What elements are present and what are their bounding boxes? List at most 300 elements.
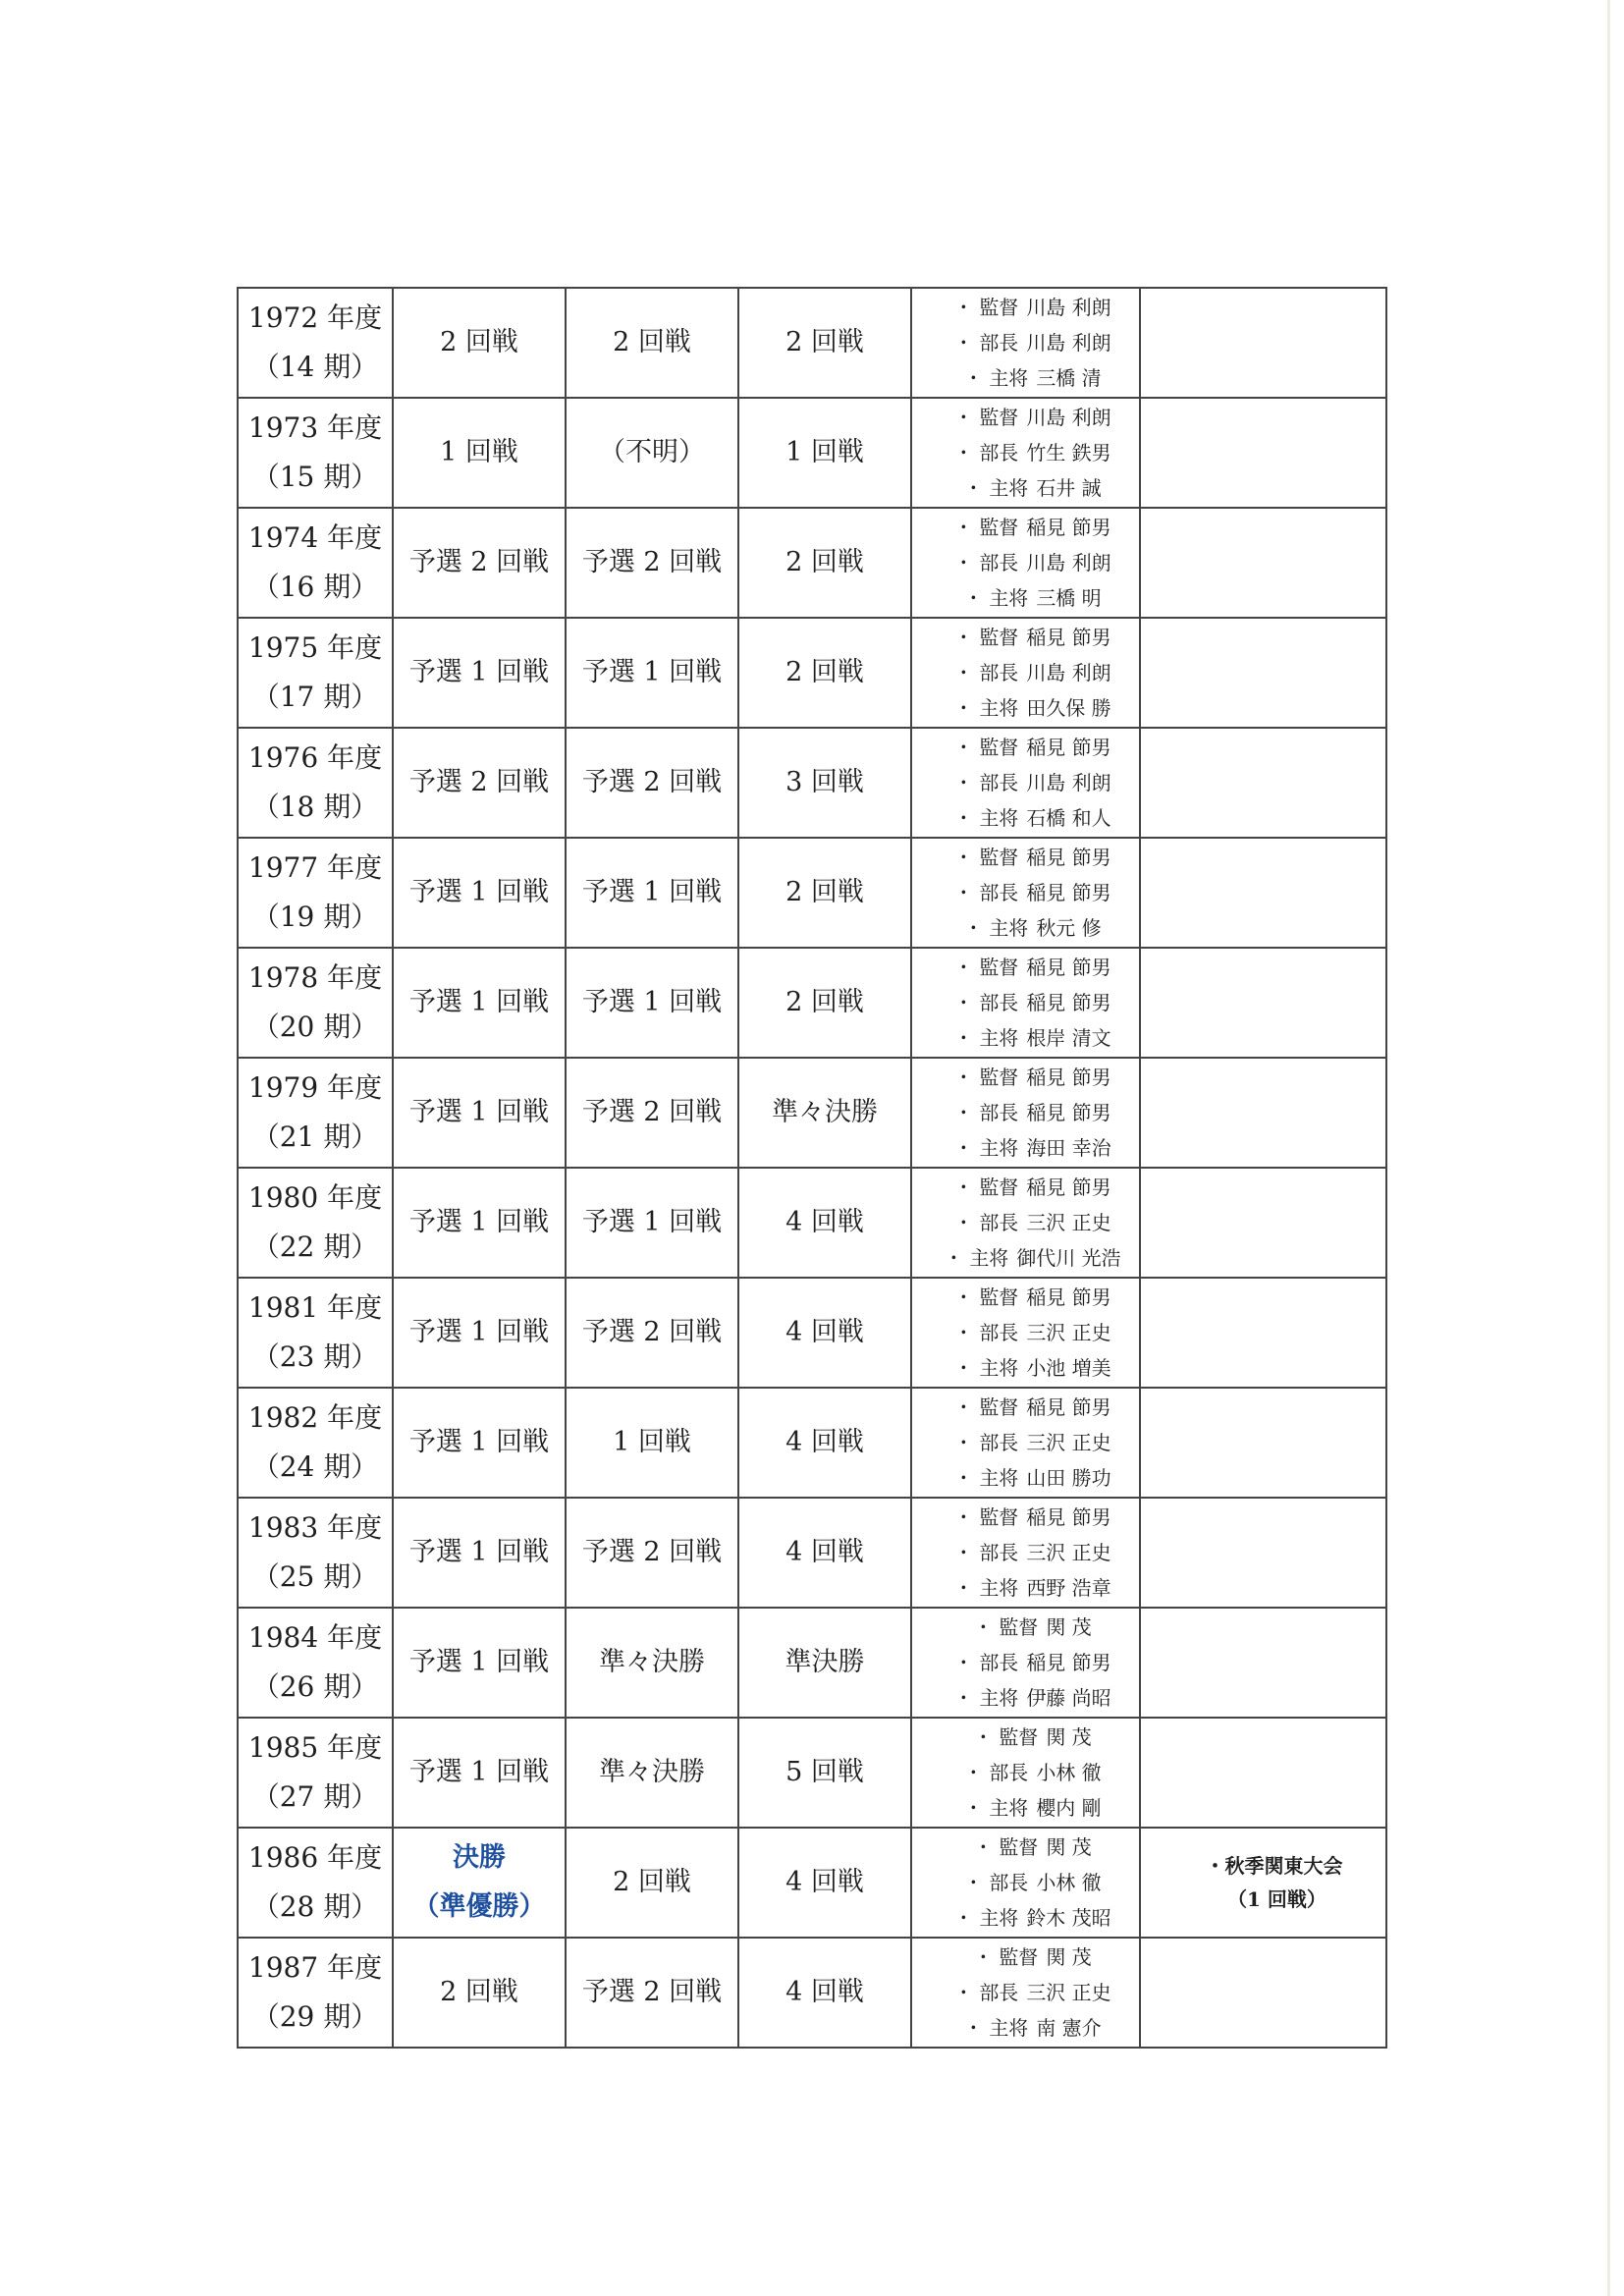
result-cell-3: 2 回戦 xyxy=(738,618,911,728)
result-cell-1 xyxy=(393,1168,566,1278)
staff-surname: 南 xyxy=(1036,2016,1056,2040)
term-number: （14 期） xyxy=(251,351,379,383)
staff-line xyxy=(926,1095,1139,1130)
result-text: 1 回戦 xyxy=(440,437,518,467)
year-cell xyxy=(238,1388,393,1498)
staff-role: 監督 xyxy=(979,1066,1019,1089)
staff-line xyxy=(926,1535,1139,1570)
staff-surname: 川島 xyxy=(1026,331,1066,355)
term-number: （18 期） xyxy=(251,791,379,823)
staff-line xyxy=(926,1790,1139,1826)
note-cell xyxy=(1140,728,1386,838)
staff-surname: 小林 xyxy=(1036,1761,1076,1784)
staff-cell xyxy=(911,1498,1140,1608)
staff-line xyxy=(926,1940,1139,1975)
fiscal-year: 1979 年度 xyxy=(247,1071,383,1104)
bullet: ・ xyxy=(963,1796,984,1820)
year-cell xyxy=(238,1718,393,1828)
staff-given-name: 光浩 xyxy=(1081,1246,1121,1270)
staff-cell xyxy=(911,728,1140,838)
staff-line xyxy=(926,1975,1139,2010)
note-text: ・秋季関東大会 xyxy=(1205,1854,1343,1878)
staff-given-name: 節男 xyxy=(1071,1101,1111,1124)
result-cell-3: 2 回戦 xyxy=(738,838,911,948)
staff-line xyxy=(926,1240,1139,1276)
result-text: 予選 2 回戦 xyxy=(408,767,550,797)
bullet: ・ xyxy=(953,1541,974,1564)
result-cell-1 xyxy=(393,618,566,728)
staff-role: 部長 xyxy=(979,441,1019,465)
bullet: ・ xyxy=(953,626,974,649)
note-cell xyxy=(1140,1938,1386,2048)
bullet: ・ xyxy=(963,586,984,610)
staff-surname: 秋元 xyxy=(1036,916,1076,940)
staff-role: 監督 xyxy=(979,516,1019,539)
term-number: （16 期） xyxy=(251,571,379,603)
staff-given-name: 利朗 xyxy=(1071,771,1111,794)
bullet: ・ xyxy=(953,1026,974,1050)
staff-surname: 櫻内 xyxy=(1036,1796,1076,1820)
result-text: 2 回戦 xyxy=(440,327,518,357)
staff-role: 監督 xyxy=(979,296,1019,319)
bullet: ・ xyxy=(953,1576,974,1600)
result-cell-1 xyxy=(393,948,566,1058)
staff-role: 主将 xyxy=(989,366,1029,390)
note-cell xyxy=(1140,288,1386,398)
season-row xyxy=(238,1498,1386,1608)
staff-given-name: 茂 xyxy=(1071,1945,1092,1969)
bullet: ・ xyxy=(953,771,974,794)
staff-cell xyxy=(911,838,1140,948)
staff-given-name: 利朗 xyxy=(1071,406,1111,429)
result-cell-3: 4 回戦 xyxy=(738,1168,911,1278)
staff-given-name: 修 xyxy=(1081,916,1102,940)
season-row xyxy=(238,838,1386,948)
staff-role: 主将 xyxy=(979,806,1019,830)
staff-surname: 稲見 xyxy=(1026,881,1066,904)
season-row xyxy=(238,728,1386,838)
bullet: ・ xyxy=(953,406,974,429)
staff-line xyxy=(926,1390,1139,1425)
staff-role: 監督 xyxy=(999,1725,1039,1749)
result-cell-3: 2 回戦 xyxy=(738,288,911,398)
staff-role: 部長 xyxy=(979,1431,1019,1454)
staff-line xyxy=(926,1280,1139,1315)
result-cell-2: 予選 2 回戦 xyxy=(566,1938,738,2048)
result-cell-3: 4 回戦 xyxy=(738,1498,911,1608)
staff-role: 主将 xyxy=(979,1686,1019,1710)
year-cell xyxy=(238,288,393,398)
staff-line xyxy=(926,510,1139,545)
staff-line xyxy=(926,1500,1139,1535)
term-number: （27 期） xyxy=(251,1780,379,1813)
staff-role: 主将 xyxy=(979,1026,1019,1050)
year-cell xyxy=(238,948,393,1058)
staff-surname: 田久保 xyxy=(1026,696,1086,720)
bullet: ・ xyxy=(953,1906,974,1930)
result-cell-3: 1 回戦 xyxy=(738,398,911,508)
staff-surname: 川島 xyxy=(1026,406,1066,429)
staff-given-name: 清文 xyxy=(1071,1026,1111,1050)
note-cell xyxy=(1140,1608,1386,1718)
staff-role: 部長 xyxy=(979,661,1019,684)
result-text: 予選 1 回戦 xyxy=(408,657,550,687)
staff-line xyxy=(926,1425,1139,1460)
staff-role: 部長 xyxy=(979,881,1019,904)
result-text: 予選 1 回戦 xyxy=(408,877,550,907)
staff-given-name: 和人 xyxy=(1071,806,1111,830)
bullet: ・ xyxy=(963,2016,984,2040)
staff-surname: 三沢 xyxy=(1026,1541,1066,1564)
staff-given-name: 誠 xyxy=(1081,476,1102,500)
staff-surname: 竹生 xyxy=(1026,441,1066,465)
term-number: （24 期） xyxy=(251,1450,379,1483)
staff-given-name: 正史 xyxy=(1071,1321,1111,1344)
result-cell-1 xyxy=(393,838,566,948)
fiscal-year: 1978 年度 xyxy=(247,961,383,994)
staff-given-name: 勝功 xyxy=(1071,1466,1111,1490)
staff-role: 監督 xyxy=(999,1835,1039,1859)
bullet: ・ xyxy=(953,1505,974,1529)
staff-role: 部長 xyxy=(979,331,1019,355)
staff-line xyxy=(926,1315,1139,1350)
fiscal-year: 1985 年度 xyxy=(247,1731,383,1764)
staff-role: 部長 xyxy=(989,1871,1029,1894)
term-number: （26 期） xyxy=(251,1670,379,1703)
staff-role: 部長 xyxy=(979,771,1019,794)
bullet: ・ xyxy=(973,1725,994,1749)
season-row xyxy=(238,398,1386,508)
staff-role: 主将 xyxy=(989,916,1029,940)
result-text: 2 回戦 xyxy=(440,1977,518,2007)
result-text: 予選 1 回戦 xyxy=(408,987,550,1017)
staff-role: 部長 xyxy=(979,1651,1019,1674)
staff-role: 部長 xyxy=(979,1101,1019,1124)
term-number: （29 期） xyxy=(251,2000,379,2033)
staff-cell xyxy=(911,1828,1140,1938)
bullet: ・ xyxy=(973,1615,994,1639)
staff-role: 監督 xyxy=(979,1175,1019,1199)
staff-line xyxy=(926,985,1139,1020)
term-number: （19 期） xyxy=(251,901,379,933)
staff-role: 監督 xyxy=(979,736,1019,759)
year-cell xyxy=(238,1168,393,1278)
bullet: ・ xyxy=(953,441,974,465)
year-cell xyxy=(238,1828,393,1938)
bullet: ・ xyxy=(953,661,974,684)
staff-role: 主将 xyxy=(989,586,1029,610)
staff-surname: 稲見 xyxy=(1026,516,1066,539)
term-number: （17 期） xyxy=(251,681,379,713)
staff-given-name: 利朗 xyxy=(1071,551,1111,574)
term-number: （23 期） xyxy=(251,1340,379,1373)
staff-role: 部長 xyxy=(979,1211,1019,1234)
result-cell-2: 予選 2 回戦 xyxy=(566,1278,738,1388)
staff-surname: 稲見 xyxy=(1026,736,1066,759)
bullet: ・ xyxy=(953,1466,974,1490)
staff-cell xyxy=(911,288,1140,398)
result-cell-2: 2 回戦 xyxy=(566,288,738,398)
note-cell xyxy=(1140,1058,1386,1168)
result-text: 予選 1 回戦 xyxy=(408,1097,550,1127)
staff-given-name: 徹 xyxy=(1081,1761,1102,1784)
note-cell xyxy=(1140,1828,1386,1938)
staff-given-name: 節男 xyxy=(1071,956,1111,979)
staff-given-name: 鉄男 xyxy=(1071,441,1111,465)
year-cell xyxy=(238,1278,393,1388)
staff-surname: 三沢 xyxy=(1026,1211,1066,1234)
staff-surname: 稲見 xyxy=(1026,626,1066,649)
staff-surname: 関 xyxy=(1046,1725,1066,1749)
result-text: 予選 1 回戦 xyxy=(408,1207,550,1237)
staff-role: 部長 xyxy=(979,1321,1019,1344)
staff-surname: 小林 xyxy=(1036,1871,1076,1894)
result-text: 予選 1 回戦 xyxy=(408,1427,550,1457)
bullet: ・ xyxy=(953,1981,974,2004)
staff-role: 部長 xyxy=(979,1981,1019,2004)
staff-given-name: 正史 xyxy=(1071,1431,1111,1454)
staff-given-name: 正史 xyxy=(1071,1211,1111,1234)
note-cell xyxy=(1140,1168,1386,1278)
fiscal-year: 1984 年度 xyxy=(247,1621,383,1654)
fiscal-year: 1987 年度 xyxy=(247,1951,383,1984)
staff-cell xyxy=(911,1608,1140,1718)
staff-surname: 海田 xyxy=(1026,1136,1066,1160)
result-text: 予選 2 回戦 xyxy=(408,547,550,577)
season-row xyxy=(238,1058,1386,1168)
staff-role: 主将 xyxy=(979,1136,1019,1160)
bullet: ・ xyxy=(953,1395,974,1419)
staff-line xyxy=(926,1830,1139,1865)
season-row xyxy=(238,1938,1386,2048)
staff-given-name: 浩章 xyxy=(1071,1576,1111,1600)
fiscal-year: 1983 年度 xyxy=(247,1511,383,1544)
staff-given-name: 増美 xyxy=(1071,1356,1111,1380)
result-cell-1 xyxy=(393,288,566,398)
bullet: ・ xyxy=(953,1321,974,1344)
staff-given-name: 正史 xyxy=(1071,1981,1111,2004)
staff-line xyxy=(926,875,1139,910)
staff-role: 部長 xyxy=(979,551,1019,574)
staff-line xyxy=(926,1900,1139,1936)
season-row xyxy=(238,1388,1386,1498)
bullet: ・ xyxy=(953,1136,974,1160)
fiscal-year: 1982 年度 xyxy=(247,1401,383,1434)
staff-surname: 稲見 xyxy=(1026,1651,1066,1674)
staff-line xyxy=(926,910,1139,946)
bullet: ・ xyxy=(953,1211,974,1234)
fiscal-year: 1976 年度 xyxy=(247,741,383,774)
staff-role: 監督 xyxy=(979,626,1019,649)
staff-surname: 稲見 xyxy=(1026,1066,1066,1089)
staff-surname: 西野 xyxy=(1026,1576,1066,1600)
staff-cell xyxy=(911,1718,1140,1828)
staff-surname: 関 xyxy=(1046,1835,1066,1859)
note-cell xyxy=(1140,1718,1386,1828)
staff-given-name: 節男 xyxy=(1071,1066,1111,1089)
staff-line xyxy=(926,690,1139,726)
term-number: （15 期） xyxy=(251,461,379,493)
staff-line xyxy=(926,435,1139,470)
staff-role: 主将 xyxy=(989,2016,1029,2040)
staff-given-name: 節男 xyxy=(1071,1505,1111,1529)
bullet: ・ xyxy=(963,366,984,390)
result-cell-3: 5 回戦 xyxy=(738,1718,911,1828)
result-cell-3: 2 回戦 xyxy=(738,948,911,1058)
note-cell xyxy=(1140,398,1386,508)
note-cell xyxy=(1140,508,1386,618)
staff-given-name: 尚昭 xyxy=(1071,1686,1111,1710)
result-cell-2: 予選 2 回戦 xyxy=(566,1058,738,1168)
fiscal-year: 1974 年度 xyxy=(247,521,383,554)
result-cell-2: 予選 1 回戦 xyxy=(566,838,738,948)
bullet: ・ xyxy=(973,1835,994,1859)
staff-line xyxy=(926,1060,1139,1095)
staff-surname: 稲見 xyxy=(1026,846,1066,869)
year-cell xyxy=(238,1058,393,1168)
staff-role: 監督 xyxy=(979,1505,1019,1529)
result-cell-3: 準々決勝 xyxy=(738,1058,911,1168)
bullet: ・ xyxy=(953,736,974,759)
staff-role: 監督 xyxy=(979,1395,1019,1419)
staff-given-name: 茂 xyxy=(1071,1835,1092,1859)
result-cell-2: 1 回戦 xyxy=(566,1388,738,1498)
note-cell xyxy=(1140,1278,1386,1388)
fiscal-year: 1977 年度 xyxy=(247,851,383,884)
result-cell-2: 予選 1 回戦 xyxy=(566,948,738,1058)
note-cell xyxy=(1140,618,1386,728)
staff-given-name: 清 xyxy=(1081,366,1102,390)
season-record-table xyxy=(237,287,1387,2049)
result-cell-3: 4 回戦 xyxy=(738,1828,911,1938)
staff-surname: 三橋 xyxy=(1036,586,1076,610)
staff-given-name: 節男 xyxy=(1071,736,1111,759)
result-cell-1 xyxy=(393,1718,566,1828)
season-row xyxy=(238,508,1386,618)
season-row xyxy=(238,288,1386,398)
result-cell-2: 2 回戦 xyxy=(566,1828,738,1938)
staff-surname: 川島 xyxy=(1026,771,1066,794)
staff-surname: 石井 xyxy=(1036,476,1076,500)
staff-surname: 三沢 xyxy=(1026,1431,1066,1454)
staff-surname: 山田 xyxy=(1026,1466,1066,1490)
fiscal-year: 1972 年度 xyxy=(247,301,383,334)
result-cell-1 xyxy=(393,1828,566,1938)
result-cell-3: 2 回戦 xyxy=(738,508,911,618)
year-cell xyxy=(238,838,393,948)
term-number: （28 期） xyxy=(251,1890,379,1923)
fiscal-year: 1981 年度 xyxy=(247,1291,383,1324)
staff-surname: 稲見 xyxy=(1026,1285,1066,1309)
bullet: ・ xyxy=(953,696,974,720)
staff-role: 主将 xyxy=(979,1906,1019,1930)
result-cell-1 xyxy=(393,728,566,838)
staff-given-name: 節男 xyxy=(1071,1175,1111,1199)
bullet: ・ xyxy=(953,1175,974,1199)
result-cell-1 xyxy=(393,1388,566,1498)
result-text: 予選 1 回戦 xyxy=(408,1317,550,1347)
staff-surname: 御代川 xyxy=(1016,1246,1076,1270)
staff-surname: 稲見 xyxy=(1026,956,1066,979)
staff-role: 主将 xyxy=(979,1356,1019,1380)
bullet: ・ xyxy=(953,1101,974,1124)
result-text: （準優勝） xyxy=(412,1891,546,1922)
staff-role: 部長 xyxy=(979,1541,1019,1564)
staff-role: 監督 xyxy=(979,1285,1019,1309)
staff-line xyxy=(926,1570,1139,1606)
staff-line xyxy=(926,2010,1139,2046)
bullet: ・ xyxy=(953,1686,974,1710)
staff-surname: 稲見 xyxy=(1026,1101,1066,1124)
season-record-body xyxy=(238,288,1386,2048)
staff-surname: 稲見 xyxy=(1026,1505,1066,1529)
fiscal-year: 1975 年度 xyxy=(247,631,383,664)
staff-given-name: 茂 xyxy=(1071,1725,1092,1749)
bullet: ・ xyxy=(953,1356,974,1380)
staff-cell xyxy=(911,1938,1140,2048)
staff-line xyxy=(926,1755,1139,1790)
staff-given-name: 明 xyxy=(1081,586,1102,610)
staff-given-name: 勝 xyxy=(1091,696,1111,720)
result-cell-2: 予選 1 回戦 xyxy=(566,618,738,728)
bullet: ・ xyxy=(973,1945,994,1969)
staff-line xyxy=(926,1645,1139,1680)
season-row xyxy=(238,1278,1386,1388)
note-cell xyxy=(1140,838,1386,948)
result-cell-1 xyxy=(393,1498,566,1608)
staff-line xyxy=(926,1610,1139,1645)
result-cell-2: 予選 1 回戦 xyxy=(566,1168,738,1278)
bullet: ・ xyxy=(953,881,974,904)
staff-given-name: 憲介 xyxy=(1061,2016,1102,2040)
staff-line xyxy=(926,1205,1139,1240)
season-row xyxy=(238,1168,1386,1278)
bullet: ・ xyxy=(963,916,984,940)
result-cell-1 xyxy=(393,1608,566,1718)
staff-given-name: 節男 xyxy=(1071,1651,1111,1674)
bullet: ・ xyxy=(953,331,974,355)
term-number: （21 期） xyxy=(251,1121,379,1153)
result-cell-3: 準決勝 xyxy=(738,1608,911,1718)
staff-role: 主将 xyxy=(989,1796,1029,1820)
staff-role: 部長 xyxy=(989,1761,1029,1784)
note-cell xyxy=(1140,948,1386,1058)
staff-role: 監督 xyxy=(979,846,1019,869)
bullet: ・ xyxy=(953,991,974,1014)
fiscal-year: 1973 年度 xyxy=(247,411,383,444)
staff-cell xyxy=(911,398,1140,508)
staff-given-name: 利朗 xyxy=(1071,331,1111,355)
staff-line xyxy=(926,290,1139,325)
staff-given-name: 徹 xyxy=(1081,1871,1102,1894)
staff-given-name: 茂 xyxy=(1071,1615,1092,1639)
staff-cell xyxy=(911,948,1140,1058)
staff-line xyxy=(926,765,1139,800)
result-text: 決勝 xyxy=(453,1842,506,1873)
result-cell-2: 予選 2 回戦 xyxy=(566,508,738,618)
bullet: ・ xyxy=(963,1871,984,1894)
staff-given-name: 幸治 xyxy=(1071,1136,1111,1160)
staff-surname: 関 xyxy=(1046,1615,1066,1639)
staff-given-name: 利朗 xyxy=(1071,296,1111,319)
staff-given-name: 節男 xyxy=(1071,1285,1111,1309)
bullet: ・ xyxy=(953,1285,974,1309)
result-cell-1 xyxy=(393,1278,566,1388)
result-cell-2: 準々決勝 xyxy=(566,1608,738,1718)
staff-role: 主将 xyxy=(979,1466,1019,1490)
staff-cell xyxy=(911,618,1140,728)
staff-surname: 石橋 xyxy=(1026,806,1066,830)
